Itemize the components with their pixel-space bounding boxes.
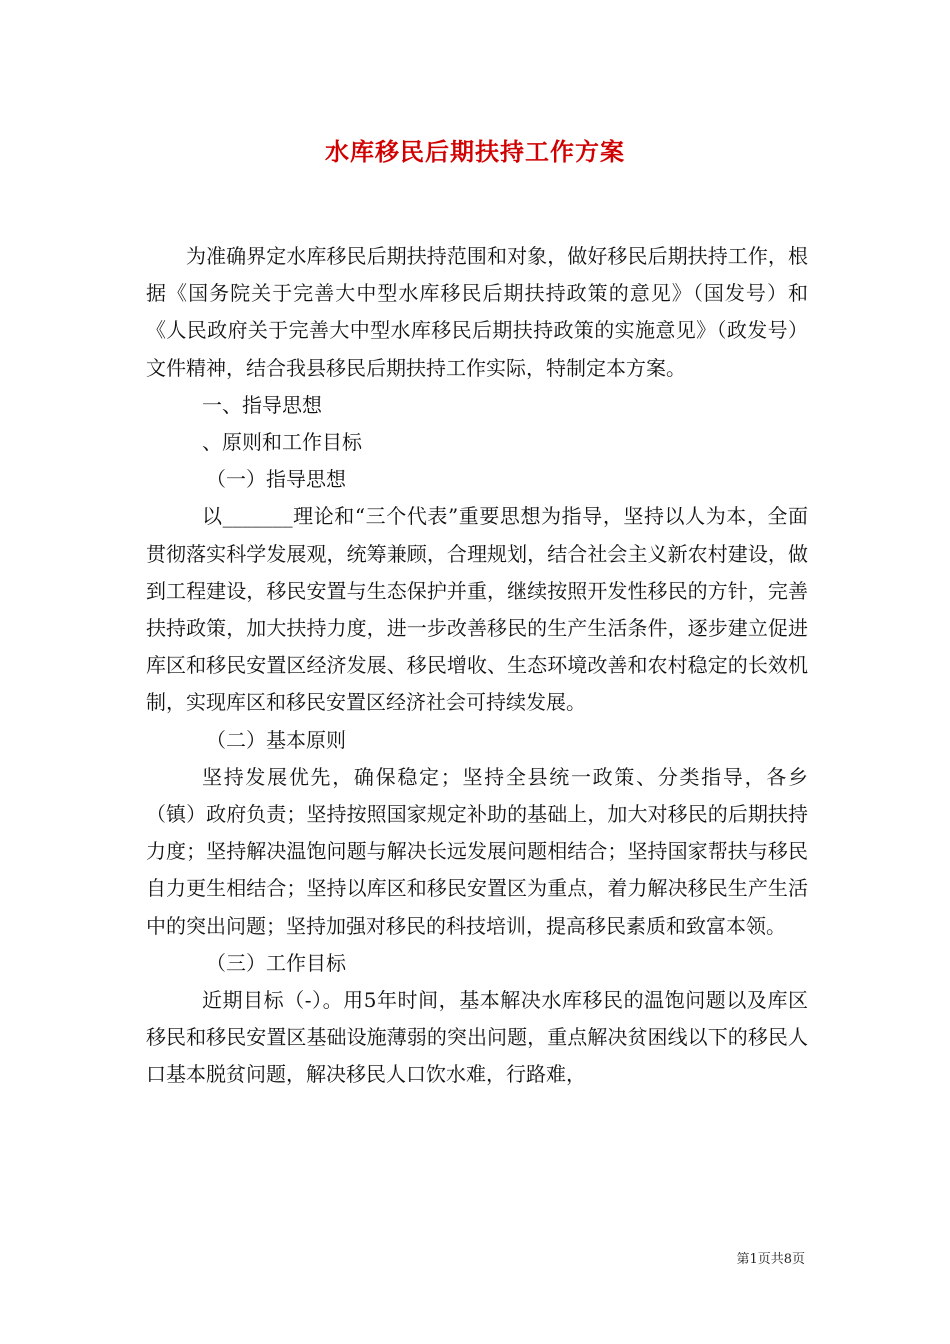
guiding-paragraph: 以_______理论和“三个代表”重要思想为指导，坚持以人为本，全面贯彻落实科学发展观，统筹兼顾，合理规划，结合社会主义新农村建设，做到工程建设，移民安置与生态保护并重，继续按照开发性移民的方针，完善扶持政策，加大扶持力度，进一步改善移民的生产生活条件，逐步建立促进库区和移民安置区经济发展、移民增收、生态环境改善和农村稳定的长效机制，实现库区和移民安置区经济社会可持续发展。 [146, 504, 808, 715]
subsection-heading-goals: （三）工作目标 [206, 950, 346, 975]
document-body [146, 238, 808, 1094]
goals-paragraph: 近期目标（-）。用5年时间，基本解决水库移民的温饱问题以及库区移民和移民安置区基础设施薄弱的突出问题，重点解决贫困线以下的移民人口基本脱贫问题，解决移民人口饮水难，行路难， [146, 988, 808, 1087]
page-number: 第1页共8页 [736, 1252, 805, 1267]
subsection-heading-guiding: （一）指导思想 [206, 467, 346, 492]
principles-paragraph: 坚持发展优先，确保稳定；坚持全县统一政策、分类指导，各乡（镇）政府负责；坚持按照国家规定补助的基础上，加大对移民的后期扶持力度；坚持解决温饱问题与解决长远发展问题相结合；坚持国家帮扶与移民自力更生相结合；坚持以库区和移民安置区为重点，着力解决移民生产生活中的突出问题；坚持加强对移民的科技培训，提高移民素质和致富本领。 [146, 764, 808, 938]
document-title: 水库移民后期扶持工作方案 [325, 137, 625, 166]
section-heading-1: 一、指导思想 [202, 392, 322, 417]
intro-paragraph: 为准确界定水库移民后期扶持范围和对象，做好移民后期扶持工作，根据《国务院关于完善大中型水库移民后期扶持政策的意见》（国发号）和《人民政府关于完善大中型水库移民后期扶持政策的实施意见》（政发号）文件精神，结合我县移民后期扶持工作实际，特制定本方案。 [146, 244, 808, 380]
subsection-heading-principles: （二）基本原则 [206, 727, 346, 752]
section-heading-1-continued: 、原则和工作目标 [202, 430, 362, 455]
